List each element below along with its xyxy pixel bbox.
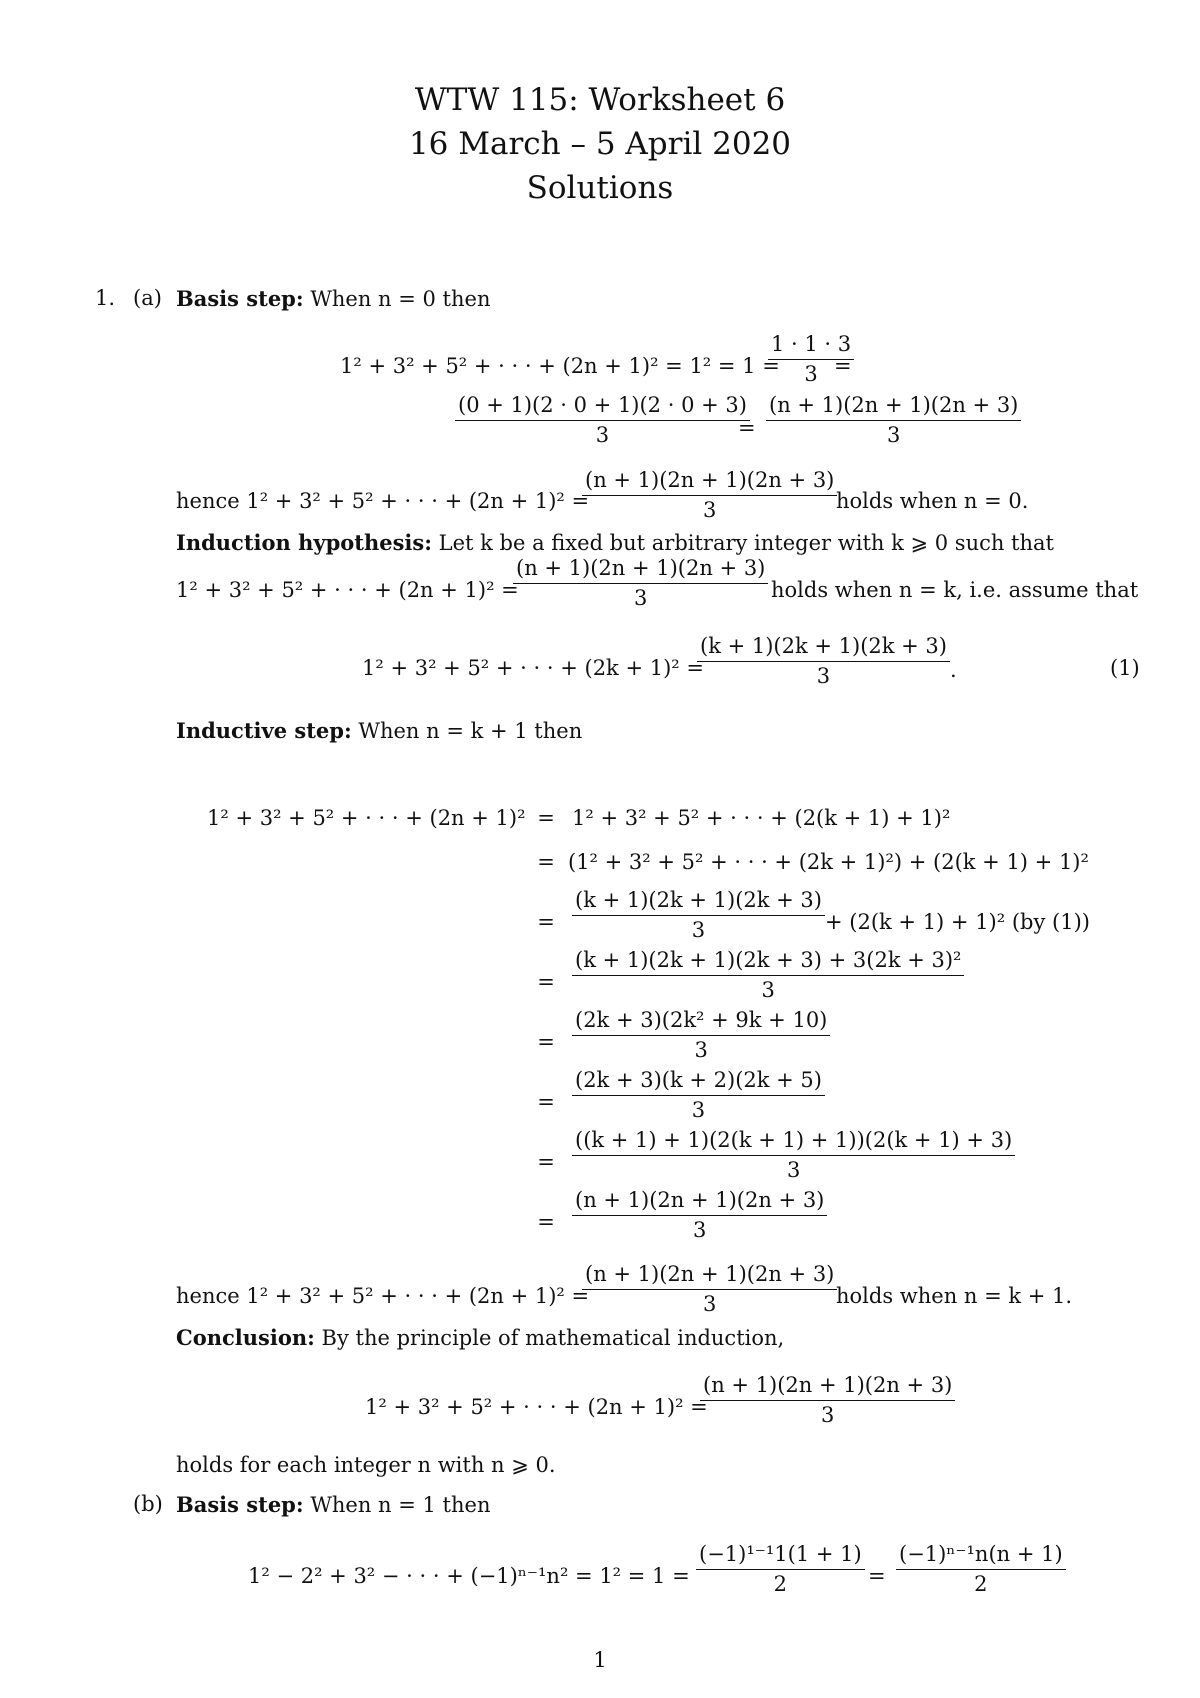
chain-eq-5: = [537, 1030, 555, 1054]
hence-line-2: hence 1² + 3² + 5² + · · · + (2n + 1)² = [176, 1284, 590, 1308]
basis-step-text: When n = 0 then [310, 287, 491, 311]
title-line-3: Solutions [526, 170, 674, 206]
conclusion-text: By the principle of mathematical induction, [321, 1326, 785, 1350]
eq1-period: . [950, 658, 957, 682]
chain-eq-4: = [537, 970, 555, 994]
part-b-label: (b) [133, 1492, 163, 1516]
chain-step-2: (1² + 3² + 5² + · · · + (2k + 1)²) + (2(k + 1) + 1)² [568, 850, 1089, 874]
chain-step-3-fraction: $\frac{(k + 1)(2k + 1)(2k + 3)}{3}$ [572, 890, 825, 941]
inductive-step-heading: Inductive step: [176, 718, 352, 743]
final-fraction: $\frac{(n + 1)(2n + 1)(2n + 3)}{3}$ [700, 1375, 955, 1426]
final-lhs: 1² + 3² + 5² + · · · + (2n + 1)² = [365, 1395, 708, 1419]
chain-eq-3: = [537, 910, 555, 934]
chain-eq-7: = [537, 1150, 555, 1174]
question-number: 1. [95, 286, 116, 310]
eq1-lhs: 1² + 3² + 5² + · · · + (2k + 1)² = [362, 656, 704, 680]
basis-equals: = [834, 354, 852, 378]
chain-eq-1: = [537, 806, 555, 830]
part-b-fraction-1: $\frac{\text{(−1)¹⁻¹1(1 + 1)}}{2}$ [696, 1544, 865, 1595]
chain-eq-8: = [537, 1210, 555, 1234]
hence-2-post: holds when n = k + 1. [836, 1284, 1073, 1308]
chain-lhs: 1² + 3² + 5² + · · · + (2n + 1)² [207, 806, 526, 830]
induction-hypothesis-text: Let k be a fixed but arbitrary integer with k ⩾ 0 such that [438, 531, 1054, 555]
chain-eq-6: = [537, 1090, 555, 1114]
hence-1-post: holds when n = 0. [836, 489, 1029, 513]
ih-line-post: holds when n = k, i.e. assume that [771, 578, 1139, 602]
inductive-step-text: When n = k + 1 then [358, 719, 583, 743]
induction-hypothesis-heading: Induction hypothesis: [176, 530, 432, 555]
chain-step-7-fraction: $\frac{((k + 1) + 1)(2(k + 1) + 1))(2(k + 1) + 3)}{3}$ [572, 1130, 1015, 1181]
chain-step-8-fraction: $\frac{(n + 1)(2n + 1)(2n + 3)}{3}$ [572, 1190, 827, 1241]
title-line-2: 16 March – 5 April 2020 [408, 126, 792, 162]
chain-step-3-tail: + (2(k + 1) + 1)² (by (1)) [825, 910, 1090, 934]
final-tail: holds for each integer n with n ⩾ 0. [176, 1453, 556, 1477]
title-line-1: WTW 115: Worksheet 6 [414, 82, 786, 118]
chain-eq-2: = [537, 850, 555, 874]
chain-step-1: 1² + 3² + 5² + · · · + (2(k + 1) + 1)² [572, 806, 951, 830]
basis-fraction-3: $\frac{(n + 1)(2n + 1)(2n + 3)}{3}$ [766, 395, 1021, 446]
chain-step-4-fraction: $\frac{\text{(k + 1)(2k + 1)(2k + 3) + 3(2k + 3)²}}{3}$ [572, 950, 964, 1001]
hence-2-fraction: $\frac{(n + 1)(2n + 1)(2n + 3)}{3}$ [582, 1264, 837, 1315]
page-number: 1 [593, 1648, 607, 1672]
chain-step-6-fraction: $\frac{(2k + 3)(k + 2)(2k + 5)}{3}$ [572, 1070, 825, 1121]
basis-fraction-2: $\frac{(0 + 1)(2 \cdot 0 + 1)(2 \cdot 0 + 3)}{3}$ [455, 395, 750, 446]
eq1-fraction: $\frac{(k + 1)(2k + 1)(2k + 3)}{3}$ [697, 636, 950, 687]
eq1-tag: (1) [1110, 656, 1140, 680]
hence-line-1: hence 1² + 3² + 5² + · · · + (2n + 1)² = [176, 489, 590, 513]
part-a-label: (a) [133, 286, 162, 310]
part-b-lhs: 1² − 2² + 3² − · · · + (−1)ⁿ⁻¹n² = 1² = 1 = [248, 1564, 690, 1588]
part-b-equals: = [868, 1564, 886, 1588]
part-b-basis-text: When n = 1 then [310, 1493, 491, 1517]
basis-step-heading: Basis step: [176, 286, 304, 311]
conclusion-heading: Conclusion: [176, 1325, 315, 1350]
ih-fraction: $\frac{(n + 1)(2n + 1)(2n + 3)}{3}$ [513, 558, 768, 609]
hence-1-fraction: $\frac{(n + 1)(2n + 1)(2n + 3)}{3}$ [582, 470, 837, 521]
chain-step-5-fraction: $\frac{\text{(2k + 3)(2k² + 9k + 10)}}{3}$ [572, 1010, 830, 1061]
part-b-basis-heading: Basis step: [176, 1492, 304, 1517]
basis-equals-2: = [738, 416, 756, 440]
basis-fraction-1: $\frac{1 \cdot 1 \cdot 3}{3}$ [768, 334, 854, 385]
part-b-fraction-2: $\frac{\text{(−1)ⁿ⁻¹n(n + 1)}}{2}$ [896, 1544, 1066, 1595]
basis-lhs: 1² + 3² + 5² + · · · + (2n + 1)² = 1² = 1 = [340, 354, 780, 378]
ih-line-lhs: 1² + 3² + 5² + · · · + (2n + 1)² = [176, 578, 519, 602]
